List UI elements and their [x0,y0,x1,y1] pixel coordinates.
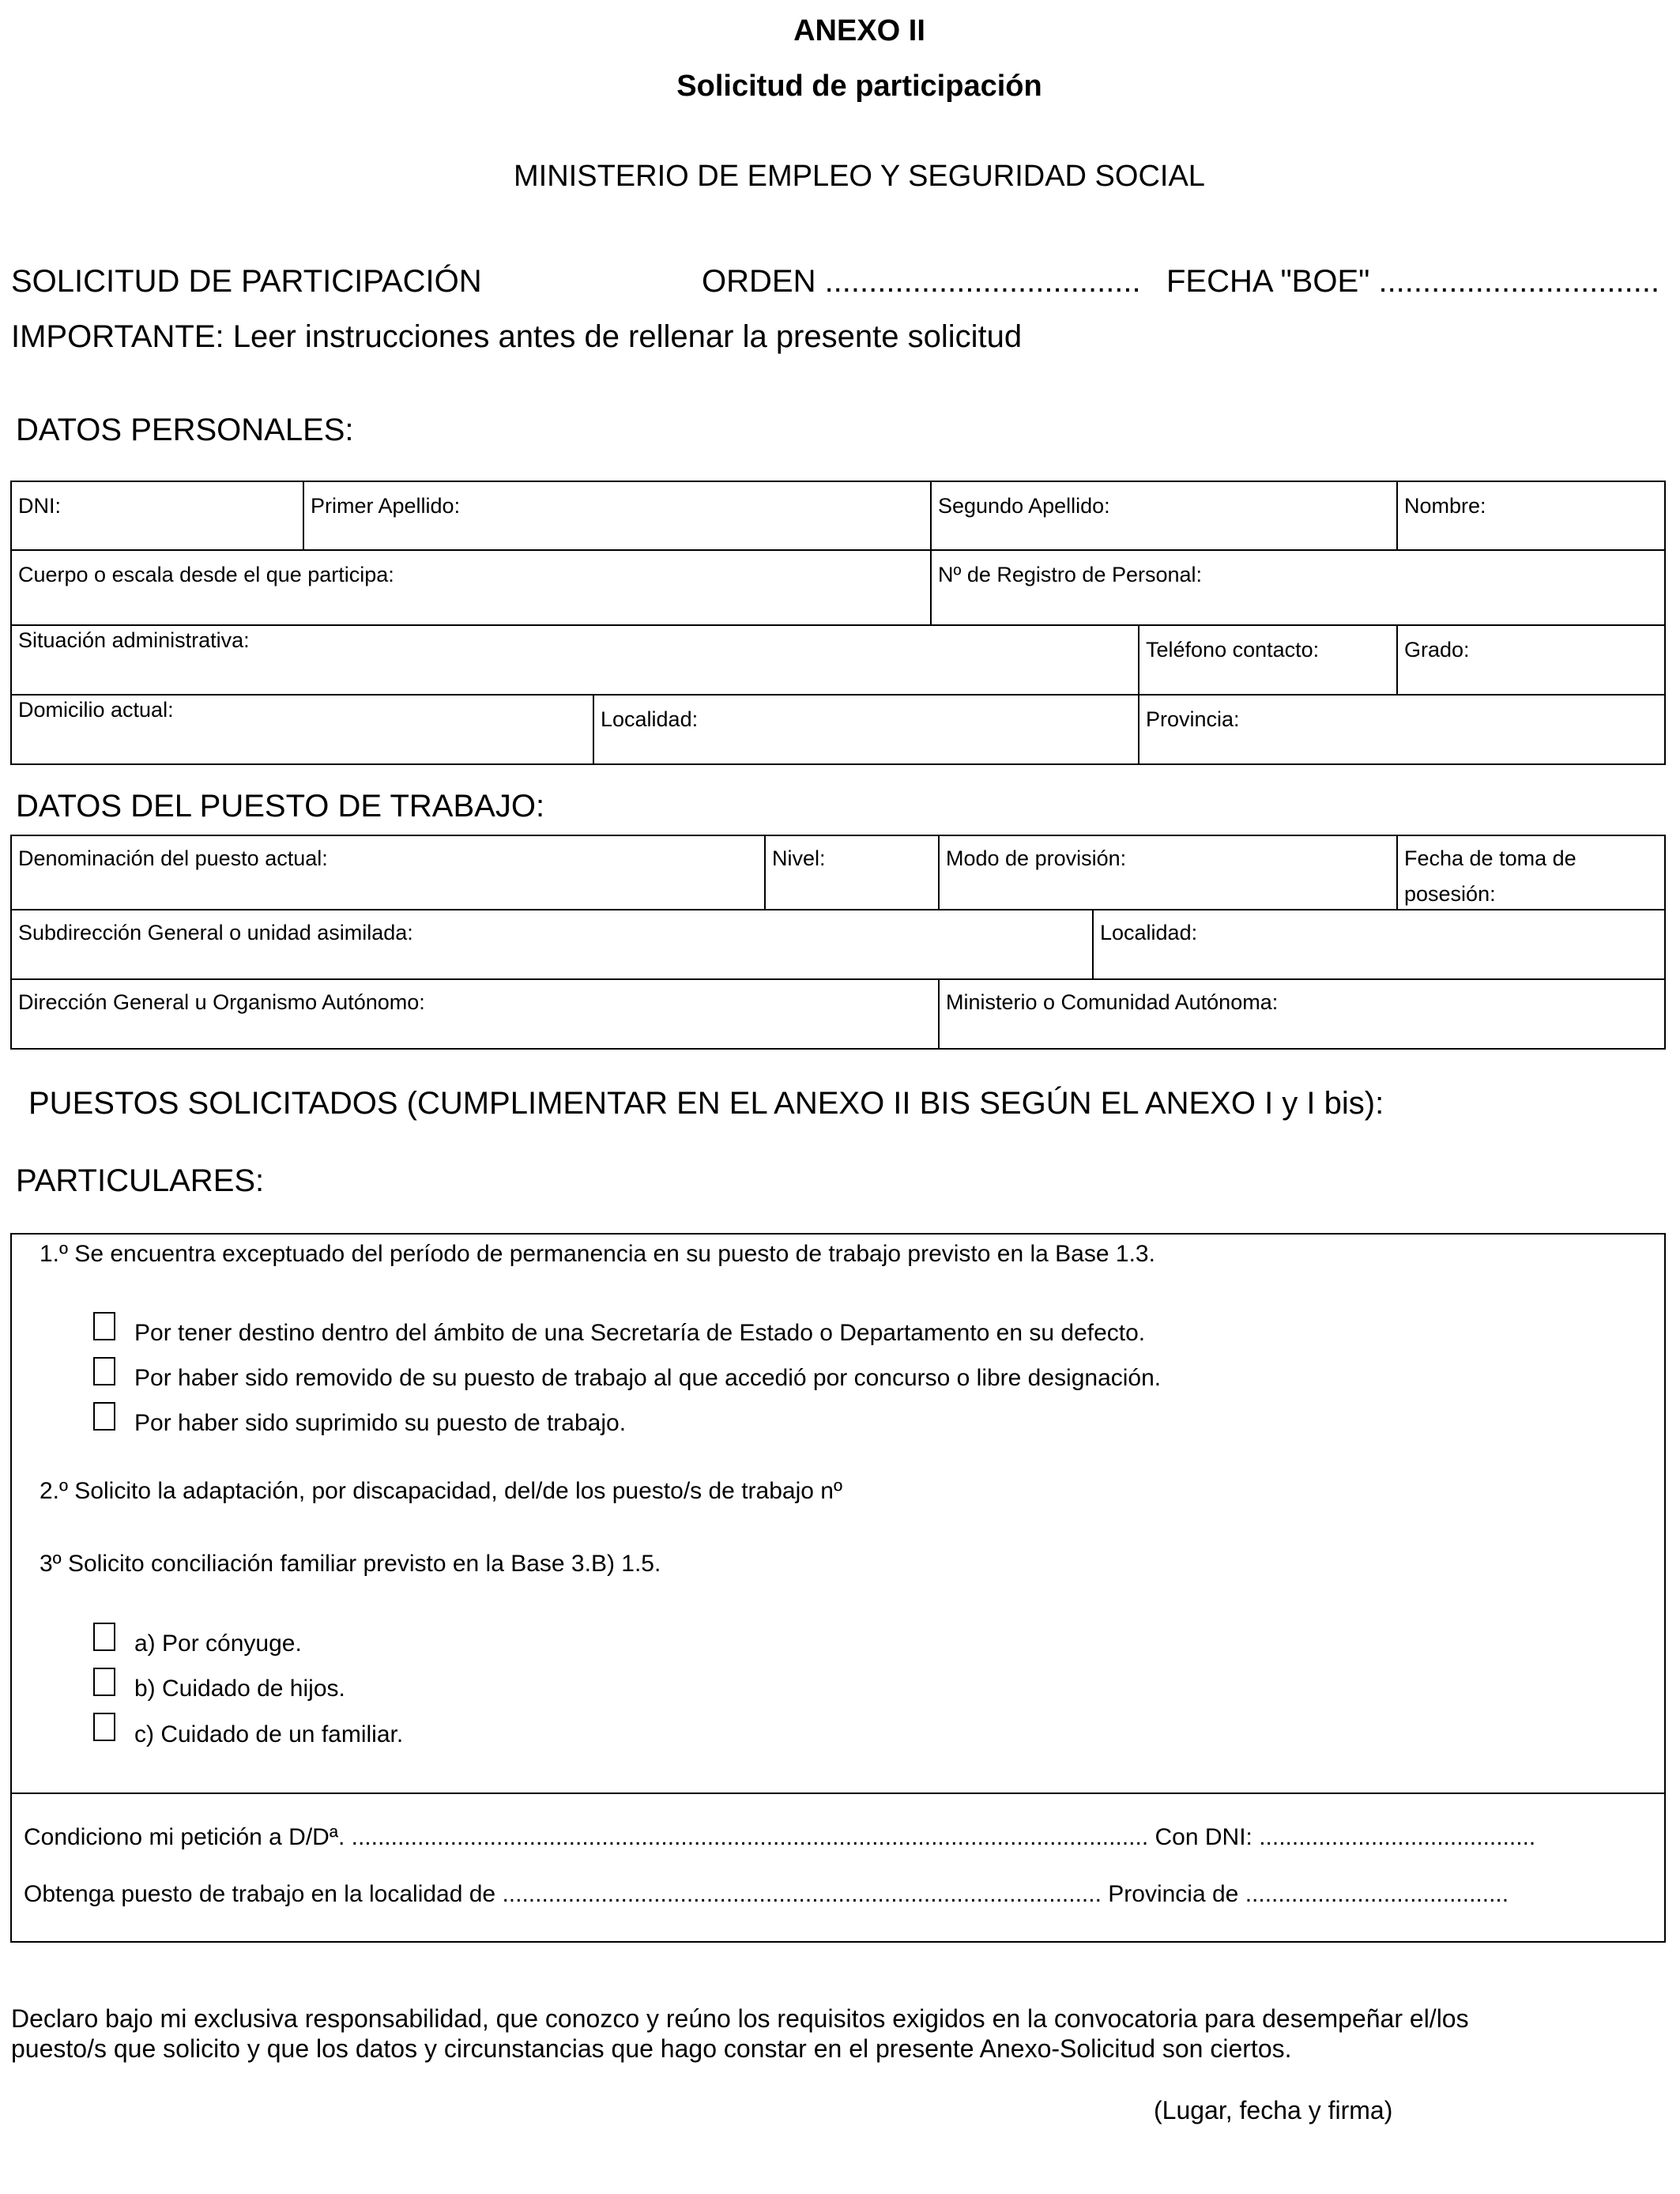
locality-field[interactable]: Localidad: [601,707,699,731]
job-locality-field[interactable]: Localidad: [1100,921,1198,944]
checkbox-same-secretariat[interactable] [93,1312,115,1340]
ministry-heading: MINISTERIO DE EMPLEO Y SEGURIDAD SOCIAL [514,160,1205,193]
possession-date-field[interactable]: Fecha de toma de [1404,846,1576,870]
declaration-line-2: puesto/s que solicito y que los datos y circunstancias que hago constar en el presente Anexo-Solicitud son ciertos. [11,2034,1292,2063]
option-same-secretariat: Por tener destino dentro del ámbito de una Secretaría de Estado o Departamento en su defecto. [134,1320,1146,1346]
personal-data-heading: DATOS PERSONALES: [16,413,354,447]
admin-status-field[interactable]: Situación administrativa: [18,628,250,652]
signature-label: (Lugar, fecha y firma) [1154,2096,1393,2124]
checkbox-removed-from-post[interactable] [93,1357,115,1385]
address-field[interactable]: Domicilio actual: [18,698,174,722]
option-family-care: c) Cuidado de un familiar. [134,1721,404,1747]
province-field[interactable]: Provincia: [1146,707,1240,731]
second-surname-field[interactable]: Segundo Apellido: [938,494,1110,518]
option-spouse: a) Por cónyuge. [134,1630,302,1657]
corps-field[interactable]: Cuerpo o escala desde el que participa: [18,563,394,586]
condition-line[interactable]: Condiciono mi petición a D/Dª. ......................................................................................................................... Con DNI: .......................................... [24,1824,1536,1850]
option-removed-from-post: Por haber sido removido de su puesto de trabajo al que accedió por concurso o libre designación. [134,1365,1162,1391]
checkbox-family-care[interactable] [93,1713,115,1741]
grade-field[interactable]: Grado: [1404,638,1470,662]
possession-date-label-2: posesión: [1404,882,1496,906]
phone-field[interactable]: Teléfono contacto: [1146,638,1320,662]
option-child-care: b) Cuidado de hijos. [134,1676,345,1702]
directorate-field[interactable]: Dirección General u Organismo Autónomo: [18,990,425,1014]
name-field[interactable]: Nombre: [1404,494,1486,518]
order-field[interactable]: ORDEN .................................... [702,264,1141,299]
form-title: Solicitud de participación [676,70,1042,103]
dni-field[interactable]: DNI: [18,494,61,518]
provision-mode-field[interactable]: Modo de provisión: [946,846,1127,870]
particular-item-2: 2.º Solicito la adaptación, por discapacidad, del/de los puesto/s de trabajo nº [40,1478,842,1504]
particular-item-1: 1.º Se encuentra exceptuado del período de permanencia en su puesto de trabajo previsto en la Base 1.3. [40,1241,1155,1267]
registry-number-field[interactable]: Nº de Registro de Personal: [938,563,1203,586]
subdirectorate-field[interactable]: Subdirección General o unidad asimilada: [18,921,413,944]
particulars-heading: PARTICULARES: [16,1163,265,1198]
level-field[interactable]: Nivel: [772,846,826,870]
job-ministry-field[interactable]: Ministerio o Comunidad Autónoma: [946,990,1279,1014]
checkbox-child-care[interactable] [93,1668,115,1696]
job-data-heading: DATOS DEL PUESTO DE TRABAJO: [16,789,545,824]
first-surname-field[interactable]: Primer Apellido: [311,494,461,518]
important-notice: IMPORTANTE: Leer instrucciones antes de rellenar la presente solicitud [11,319,1023,354]
checkbox-post-suppressed[interactable] [93,1402,115,1431]
option-post-suppressed: Por haber sido suprimido su puesto de trabajo. [134,1410,627,1436]
annex-title: ANEXO II [793,14,925,47]
checkbox-spouse[interactable] [93,1623,115,1651]
locality-condition-line[interactable]: Obtenga puesto de trabajo en la localidad de ........................................................................................... Provincia de ........................................ [24,1881,1509,1907]
particular-item-3: 3º Solicito conciliación familiar previsto en la Base 3.B) 1.5. [40,1551,661,1577]
boe-date-field[interactable]: FECHA "BOE" ................................ [1166,264,1660,299]
current-post-field[interactable]: Denominación del puesto actual: [18,846,328,870]
request-label: SOLICITUD DE PARTICIPACIÓN [11,264,482,299]
requested-posts-heading: PUESTOS SOLICITADOS (CUMPLIMENTAR EN EL ANEXO II BIS SEGÚN EL ANEXO I y I bis): [28,1086,1384,1121]
declaration-line-1: Declaro bajo mi exclusiva responsabilidad, que conozco y reúno los requisitos exigidos en la convocatoria para desempeñar el/los [11,2004,1469,2033]
